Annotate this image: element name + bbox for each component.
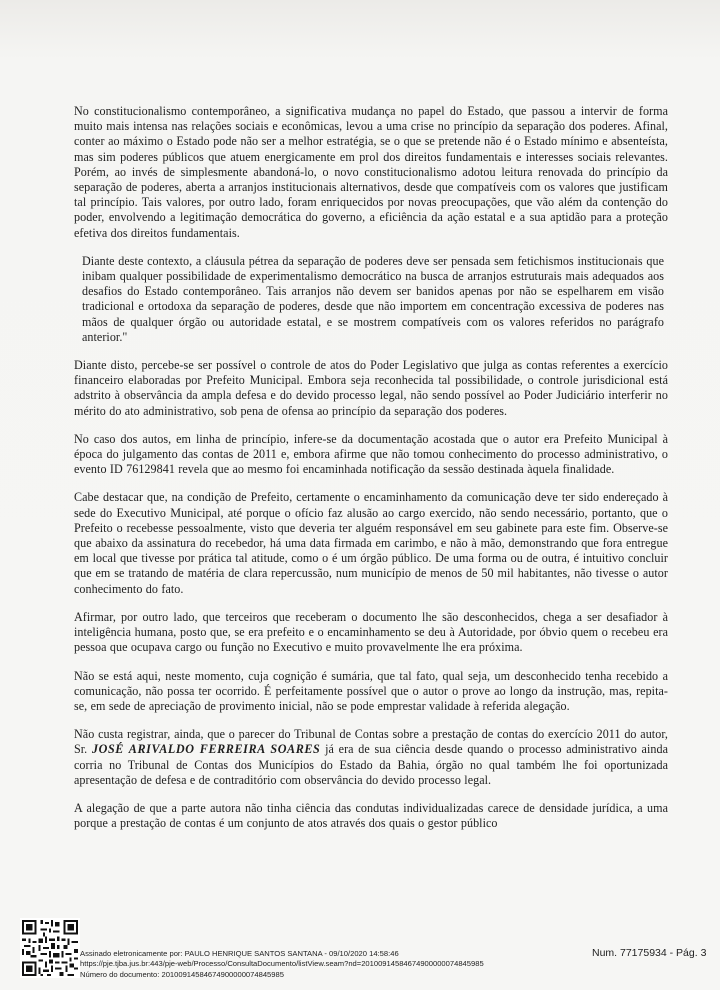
tcm-text-before: Não custa registrar, ainda, que o parecer do Tribunal de Contas sobre a prestação de contas do exercício 2011 do autor, Sr. <box>74 727 668 757</box>
signature-info <box>80 949 484 980</box>
document-number: Número do documento: 20100914584674900000074845985 <box>80 969 284 979</box>
paragraph-cognicao-sumaria: Não se está aqui, neste momento, cuja cognição é sumária, que tal fato, qual seja, um desconhecido tenha recebido a comunicação, não possa ter ocorrido. É perfeitamente possível que o autor o prove ao longo da instrução, mas, repita-se, em sede de apreciação de provimento inicial, não se pode emprestar validade à referida alegação. <box>74 668 668 713</box>
paragraph-terceiros: Afirmar, por outro lado, que terceiros que receberam o documento lhe são desconhecidos, chega a ser desafiador à inteligência humana, posto que, se era prefeito e o encaminhamento se deu à Autoridade, por óbvio quem o recebeu era pessoa que ocupava cargo ou função no Executivo e muito provavelmente lhe era próxima. <box>74 609 668 655</box>
document-body <box>74 104 668 844</box>
signature-footer <box>14 918 714 988</box>
document-url-link[interactable]: https://pje.tjba.jus.br:443/pje-web/Processo/ConsultaDocumento/listView.seam?nd=20100914584674900000074845985 <box>80 959 484 969</box>
paragraph-caso-dos-autos: No caso dos autos, em linha de princípio, infere-se da documentação acostada que o autor era Prefeito Municipal à época do julgamento das contas de 2011 e, embora afirme que não tomou conhecimento do processo administrativo, o evento ID 76129841 revela que ao mesmo foi encaminhada notificação da sessão destinada àquela finalidade. <box>74 431 668 477</box>
page-number: Num. 77175934 - Pág. 3 <box>592 947 707 959</box>
paragraph-condicao-prefeito: Cabe destacar que, na condição de Prefeito, certamente o encaminhamento da comunicação deve ter sido endereçado à sede do Executivo Municipal, até porque o ofício faz alusão ao cargo exercido, não sendo necessário, portanto, que o Prefeito o recebesse pessoalmente, visto que deveria ter alguém responsável em seu gabinete para este fim. Observe-se que abaixo da assinatura do recebedor, há uma data firmada em carimbo, e não à mão, demonstrando que fora entregue em local que tivesse por prática tal atitude, como o é um órgão público. De uma forma ou de outra, é intuitivo concluir que em se tratando de matéria de clara repercussão, num município de menos de 50 mil habitantes, não tivesse o autor conhecimento do fato. <box>74 490 668 596</box>
signature-line: Assinado eletronicamente por: PAULO HENRIQUE SANTOS SANTANA - 09/10/2020 14:58:46 <box>80 949 399 958</box>
qr-code-icon[interactable] <box>20 918 80 978</box>
paragraph-alegacao: A alegação de que a parte autora não tinha ciência das condutas individualizadas carece de densidade jurídica, a uma porque a prestação de contas é um conjunto de atos através dos quais o gestor público <box>74 800 668 831</box>
paragraph-controle-atos: Diante disto, percebe-se ser possível o controle de atos do Poder Legislativo que julga as contas referentes a exercício financeiro elaboradas por Prefeito Municipal. Embora seja reconhecida tal possibilidade, o controle jurisdicional está adstrito à observância da ampla defesa e do devido processo legal, não sendo possível ao Poder Judiciário interferir no mérito do ato administrativo, sob pena de ofensa ao princípio da separação dos poderes. <box>74 358 668 418</box>
paragraph-contexto-quote: Diante deste contexto, a cláusula pétrea da separação de poderes deve ser pensada sem fetichismos institucionais que inibam qualquer possibilidade de experimentalismo democrático na busca de arranjos estruturais mais adequados aos desafios do Estado contemporâneo. Tais arranjos não devem ser banidos apenas por não se espelharem em visão tradicional e ortodoxa da separação de poderes, desde que não importem em concentração excessiva de poderes nas mãos de qualquer órgão ou autoridade estatal, e se mostrem compatíveis com os valores referidos no parágrafo anterior." <box>82 253 664 344</box>
paragraph-constitucionalismo: No constitucionalismo contemporâneo, a significativa mudança no papel do Estado, que passou a intervir de forma muito mais intensa nas relações sociais e econômicas, levou a uma crise no princípio da separação dos poderes. Afinal, conter ao máximo o Estado pode não ser a melhor estratégia, se o que se pretende não é o Estado mínimo e absenteísta, mas sim poderes públicos que atuem energicamente em prol dos direitos fundamentais e interesses sociais relevantes. Porém, ao invés de simplesmente abandoná-lo, o novo constitucionalismo adotou leitura renovada do princípio da separação de poderes, aberta a arranjos institucionais alternativos, desde que compatíveis com os valores que justificam tal princípio. Tais valores, por outro lado, foram enriquecidos por novas preocupações, que vão além da contenção do poder, envolvendo a legitimação democrática do governo, a eficiência da ação estatal e a sua aptidão para a proteção efetiva dos direitos fundamentais. <box>74 104 668 240</box>
defendant-name: JOSÉ ARIVALDO FERREIRA SOARES <box>92 742 321 757</box>
paragraph-tribunal-de-contas <box>74 727 668 788</box>
tcm-text-after: já era de sua ciência desde quando o processo administrativo ainda corria no Tribunal de Contas dos Municípios do Estado da Bahia, órgão no qual também lhe foi oportunizada apresentação de defesa e de contraditório com observância do devido processo legal. <box>74 742 668 787</box>
